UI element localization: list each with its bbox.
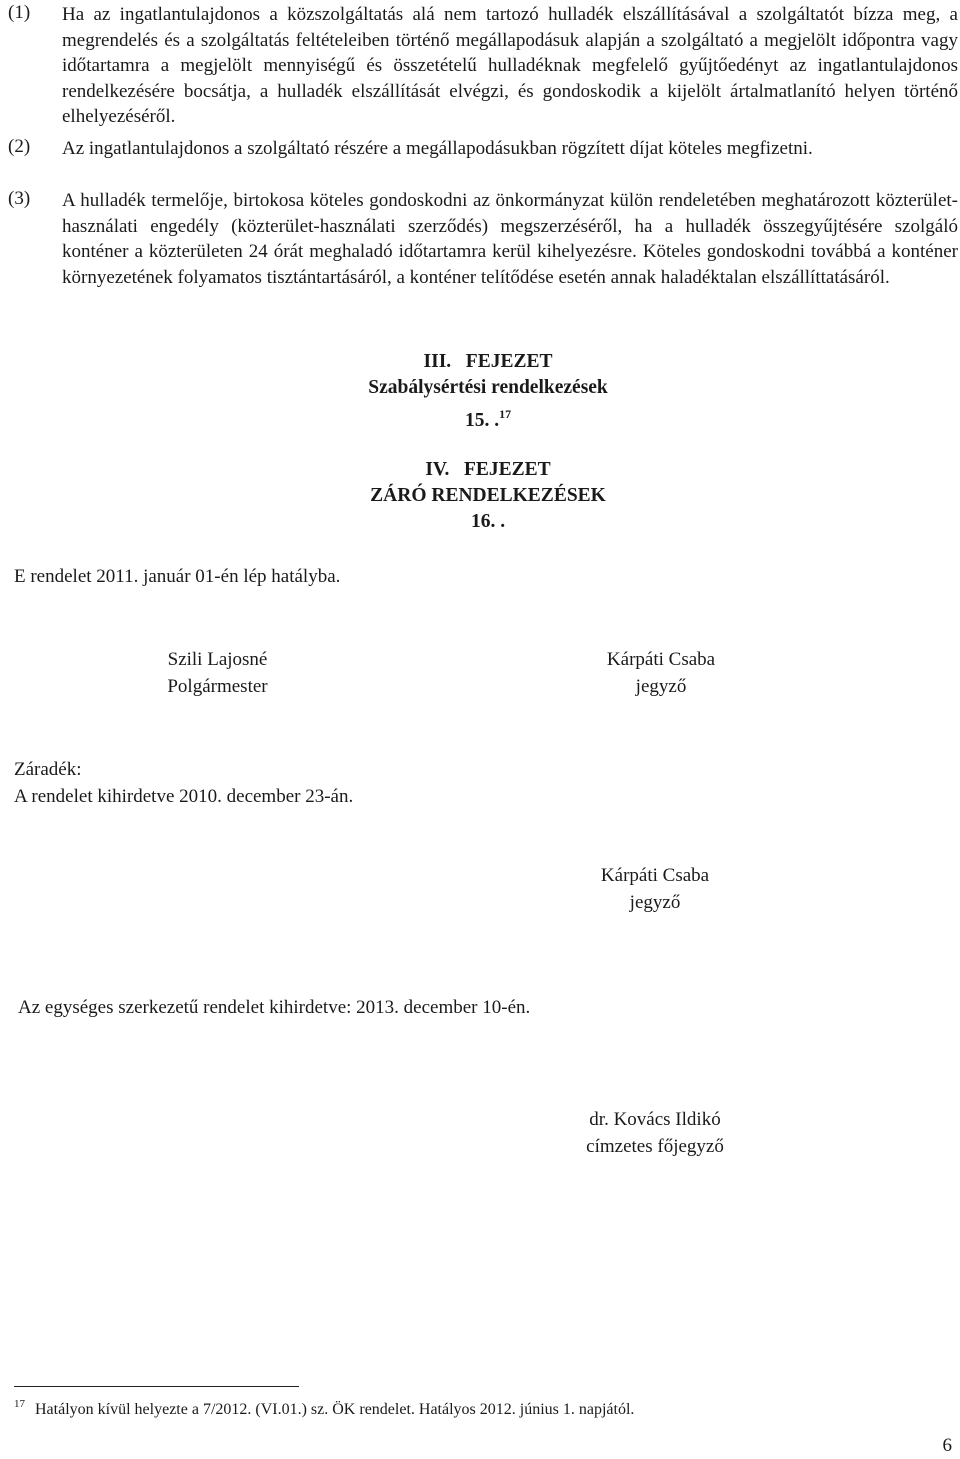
- final-signer-title: címzetes főjegyző: [586, 1136, 724, 1157]
- paragraph-text: Az ingatlantulajdonos a szolgáltató részére a megállapodásukban rögzített díjat köteles megfizetni.: [62, 138, 813, 159]
- notary-name: Kárpáti Csaba: [606, 649, 716, 670]
- footnote: [14, 1398, 635, 1419]
- clause-label: Záradék:: [14, 759, 82, 780]
- paragraph-number: (2): [8, 136, 31, 157]
- effective-date: E rendelet 2011. január 01-én lép hatályba.: [14, 566, 341, 587]
- paragraph-1: [8, 2, 958, 130]
- section-number: 15. .$^{17}$: [464, 407, 512, 431]
- paragraph-3: [8, 188, 958, 290]
- footnote-separator: [14, 1386, 299, 1387]
- footnote-number: 17: [14, 1398, 25, 1410]
- section-number: 16. .: [470, 511, 506, 532]
- clause: [14, 756, 353, 810]
- footnote-text: Hatályon kívül helyezte a 7/2012. (VI.01.) sz. ÖK rendelet. Hatályos 2012. június 1. napjától.: [35, 1401, 635, 1418]
- final-signature: [560, 1106, 750, 1160]
- paragraph-2: [8, 136, 958, 162]
- chapter-title: IV. FEJEZET: [425, 459, 551, 480]
- chapter-subtitle: ZÁRÓ RENDELKEZÉSEK: [370, 485, 606, 506]
- chapter-title: III. FEJEZET: [423, 351, 553, 372]
- mayor-signature: [150, 646, 285, 700]
- paragraph-number: (3): [8, 188, 31, 209]
- chapter-4-heading: [260, 457, 716, 535]
- clause-signer-title: jegyző: [629, 892, 681, 913]
- chapter-subtitle: Szabálysértési rendelkezések: [368, 377, 608, 398]
- clause-text: A rendelet kihirdetve 2010. december 23-án.: [14, 786, 354, 807]
- mayor-name: Szili Lajosné: [167, 649, 268, 670]
- footnote-reference: 17: [499, 407, 512, 421]
- notary-signature: [586, 646, 736, 700]
- paragraph-number: (1): [8, 2, 31, 23]
- clause-signer-name: Kárpáti Csaba: [600, 865, 710, 886]
- notary-title: jegyző: [635, 676, 687, 697]
- page-number: 6: [942, 1435, 952, 1456]
- clause-signature: [580, 862, 730, 916]
- final-signer-name: dr. Kovács Ildikó: [589, 1109, 721, 1130]
- paragraph-text: A hulladék termelője, birtokosa köteles gondoskodni az önkormányzat külön rendeletében meghatározott közterület-használati engedély (közterület-használati szerződés) megszerzéséről, ha a hulladék összegyűjtésére szolgáló konténer a közterületen 24 órát meghaladó időtartamra kerül kihelyezésre. Köteles gondoskodni továbbá a konténer környezetének folyamatos tisztántartásáról, a konténer telítődése esetén annak haladéktalan elszállíttatásáról.: [62, 190, 958, 288]
- consolidated-note: Az egységes szerkezetű rendelet kihirdetve: 2013. december 10-én.: [18, 997, 531, 1018]
- paragraph-text: Ha az ingatlantulajdonos a közszolgáltatás alá nem tartozó hulladék elszállításával a szolgáltatót bízza meg, a megrendelés és a szolgáltatás feltételeiben történő megállapodásuk alapján a szolgáltató a megjelölt időpontra vagy időtartamra a megjelölt mennyiségű és összetételű hulladéknak megfelelő gyűjtőedényt az ingatlantulajdonos rendelkezésére bocsátja, a hulladék elszállítását elvégzi, és gondoskodik a kijelölt ártalmatlanító helyen történő elhelyezéséről.: [62, 4, 958, 127]
- chapter-3-heading: [260, 349, 716, 434]
- mayor-title: Polgármester: [167, 676, 268, 697]
